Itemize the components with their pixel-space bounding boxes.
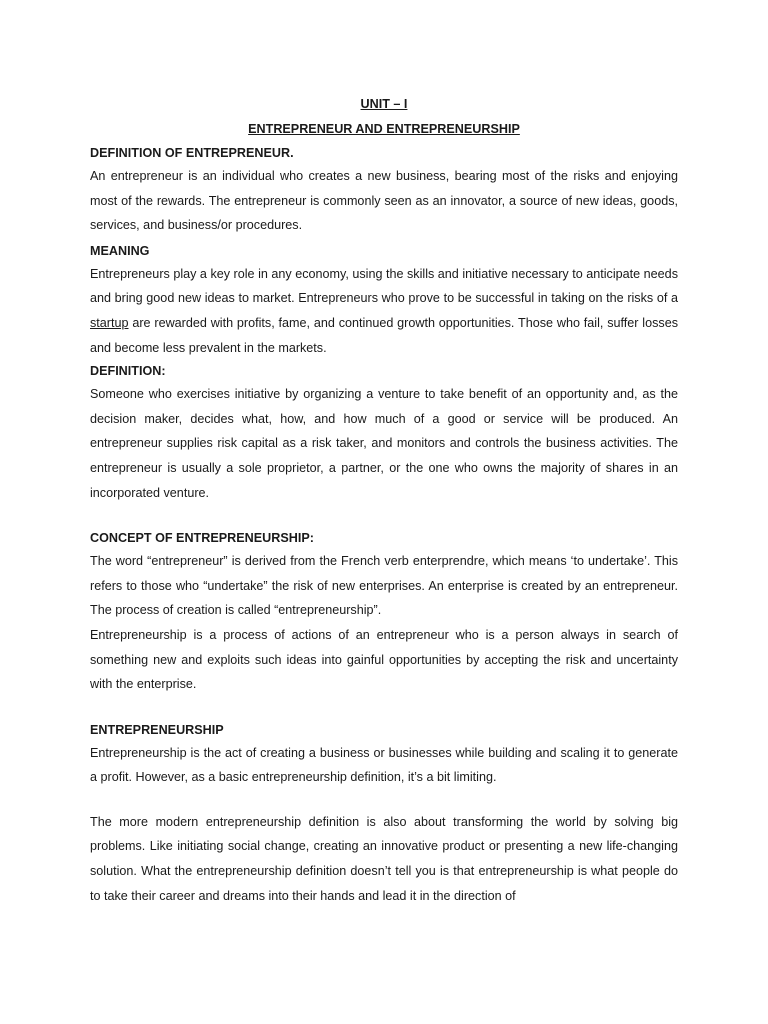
definition-of-entrepreneur-text: An entrepreneur is an individual who creates a new business, bearing most of the risks and enjoying most of the rewards. The entrepreneur is commonly seen as an innovator, a source of new ideas, goods, services, and business/or procedures. [90,169,678,233]
entrepreneurship-heading: ENTREPRENEURSHIP [90,722,224,737]
definition-text: Someone who exercises initiative by organizing a venture to take benefit of an opportunity and, as the decision maker, decides what, how, and how much of a good or service will be produced. An entrepreneur supplies risk capital as a risk taker, and monitors and controls the business activities. The entrepreneur is usually a sole proprietor, a partner, or the one who owns the majority of shares in an incorporated venture. [90,387,678,500]
entrepreneurship-text-1: Entrepreneurship is the act of creating a business or businesses while building and scaling it to generate a profit. However, as a basic entrepreneurship definition, it’s a bit limiting. [90,745,678,785]
unit-title: UNIT – I [360,97,408,111]
meaning-heading: MEANING [90,243,150,258]
main-title: ENTREPRENEUR AND ENTREPRENEURSHIP [248,122,520,136]
meaning-text [90,262,678,360]
definition-heading: DEFINITION: [90,364,166,379]
meaning-text-part1: Entrepreneurs play a key role in any economy, using the skills and initiative necessary to anticipate needs and bring good new ideas to market. Entrepreneurs who prove to be successful in taking on the risks of a [90,266,678,306]
concept-text-1: The word “entrepreneur” is derived from the French verb enterprendre, which means ‘to undertake’. This refers to those who “undertake” the risk of new enterprises. An enterprise is created by an entrepreneur. The process of creation is called “entrepreneurship”. [90,554,678,618]
startup-link[interactable]: startup [90,315,129,330]
definition-of-entrepreneur-heading: DEFINITION OF ENTREPRENEUR. [90,146,294,160]
concept-text-2: Entrepreneurship is a process of actions of an entrepreneur who is a person always in search of something new and exploits such ideas into gainful opportunities by accepting the risk and uncertainty with the enterprise. [90,627,678,692]
meaning-text-part2: are rewarded with profits, fame, and continued growth opportunities. Those who fail, suffer losses and become less prevalent in the markets. [90,315,678,355]
concept-heading: CONCEPT OF ENTREPRENEURSHIP: [90,531,314,546]
document-page [90,92,678,908]
entrepreneurship-text-2: The more modern entrepreneurship definition is also about transforming the world by solving big problems. Like initiating social change, creating an innovative product or presenting a new life-changing solution. What the entrepreneurship definition doesn’t tell you is that entrepreneurship is what people do to take their career and dreams into their hands and lead it in the direction of [90,814,678,903]
